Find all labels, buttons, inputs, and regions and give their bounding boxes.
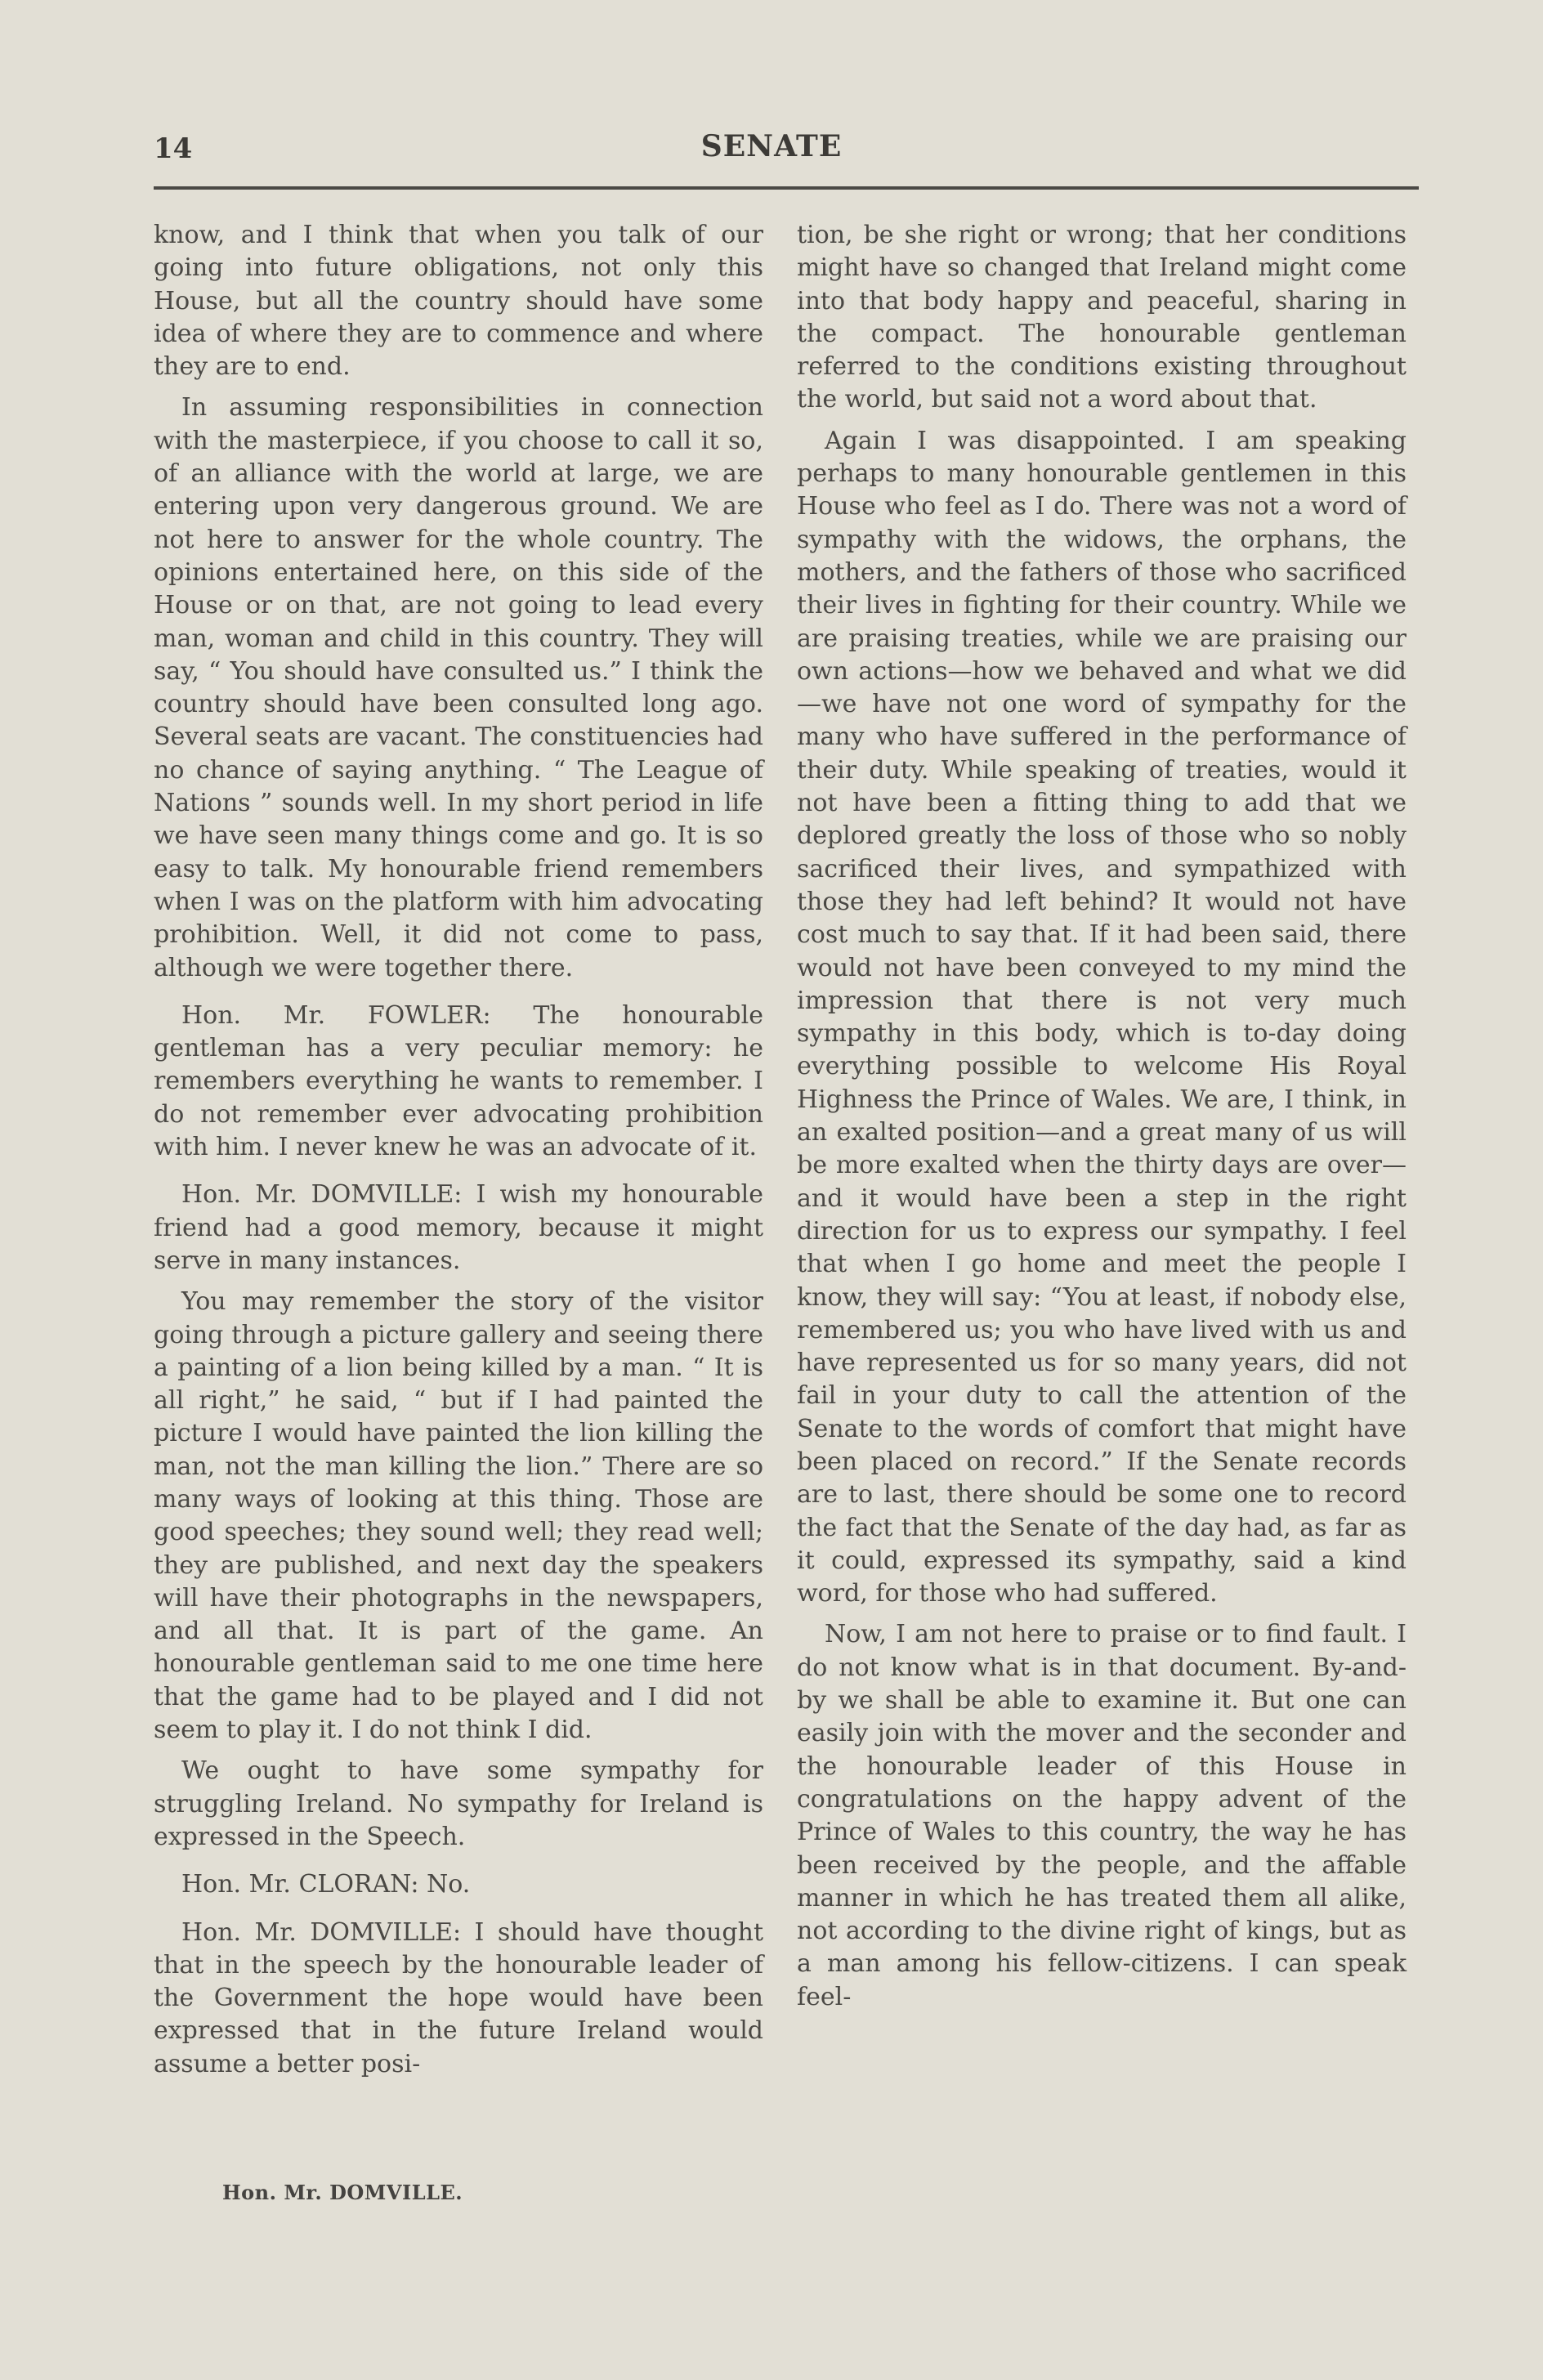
paragraph: tion, be she right or wrong; that her conditions might have so changed that Ireland might come into that body happy and peaceful, sharing in the compact. The honourable gentleman referred to the conditions existing throughout the world, but said not a word about that.	[797, 221, 1407, 414]
paragraph: Hon. Mr. FOWLER: The honourable gentleman has a very peculiar memory: he remembers everything he wants to remember. I do not remember ever advocating prohibition with him. I never knew he was an advocate of it.	[154, 1000, 763, 1162]
page-title: SENATE	[700, 129, 843, 163]
left-column	[154, 219, 763, 2089]
footer-speaker: Hon. Mr. DOMVILLE.	[222, 2181, 463, 2204]
paragraph: Hon. Mr. CLORAN: No.	[181, 1870, 471, 1899]
paragraph: We ought to have some sympathy for struggling Ireland. No sympathy for Ireland is expressed in the Speech.	[154, 1756, 763, 1851]
paragraph: Hon. Mr. DOMVILLE: I wish my honourable friend had a good memory, because it might serve in many instances.	[154, 1180, 763, 1275]
paragraph: In assuming responsibilities in connection with the masterpiece, if you choose to call it so, of an alliance with the world at large, we are entering upon very dangerous ground. We are not here to answer for the whole country. The opinions entertained here, on this side of the House or on that, are not going to lead every man, woman and child in this country. They will say, “ You should have consulted us.” I think the country should have been consulted long ago. Several seats are vacant. The constituencies had no chance of saying anything. “ The League of Nations ” sounds well. In my short period in life we have seen many things come and go. It is so easy to talk. My honourable friend remembers when I was on the platform with him advocating prohibition. Well, it did not come to pass, although we were together there.	[154, 393, 763, 982]
right-column	[797, 219, 1407, 2022]
paragraph: Hon. Mr. DOMVILLE: I should have thought that in the speech by the honourable leader of the Government the hope would have been expressed that in the future Ireland would assume a better posi-	[154, 1917, 763, 2078]
paragraph: You may remember the story of the visitor going through a picture gallery and seeing there a painting of a lion being killed by a man. “ It is all right,” he said, “ but if I had painted the picture I would have painted the lion killing the man, not the man killing the lion.” There are so many ways of looking at this thing. Those are good speeches; they sound well; they read well; they are published, and next day the speakers will have their photographs in the newspapers, and all that. It is part of the game. An honourable gentleman said to me one time here that the game had to be played and I did not seem to play it. I do not think I did.	[154, 1287, 763, 1745]
paragraph: Again I was disappointed. I am speaking perhaps to many honourable gentlemen in this House who feel as I do. There was not a word of sympathy with the widows, the orphans, the mothers, and the fathers of those who sacrificed their lives in fighting for their country. While we are praising treaties, while we are praising our own actions—how we behaved and what we did —we have not one word of sympathy for the many who have suffered in the performance of their duty. While speaking of treaties, would it not have been a fitting thing to add that we deplored greatly the loss of those who so nobly sacrificed their lives, and sympathized with those they had left behind? It would not have cost much to say that. If it had been said, there would not have been conveyed to my mind the impression that there is not very much sympathy in this body, which is to-day doing everything possible to welcome His Royal Highness the Prince of Wales. We are, I think, in an exalted position—and a great many of us will be more exalted when the thirty days are over—and it would have been a step in the right direction for us to express our sympathy. I feel that when I go home and meet the people I know, they will say: “You at least, if nobody else, remembered us; you who have lived with us and have represented us for so many years, did not fail in your duty to call the attention of the Senate to the words of comfort that might have been placed on record.” If the Senate records are to last, there should be some one to record the fact that the Senate of the day had, as far as it could, expressed its sympathy, said a kind word, for those who had suffered.	[797, 426, 1407, 1608]
page-number: 14	[154, 132, 193, 165]
header-rule	[154, 186, 1419, 190]
paragraph: Now, I am not here to praise or to find fault. I do not know what is in that document. By-and-by we shall be able to examine it. But one can easily join with the mover and the seconder and the honourable leader of this House in congratulations on the happy advent of the Prince of Wales to this country, the way he has been received by the people, and the affable manner in which he has treated them all alike, not according to the divine right of kings, but as a man among his fellow-citizens. I can speak feel-	[797, 1620, 1407, 2011]
paragraph: know, and I think that when you talk of our going into future obligations, not only this House, but all the country should have some idea of where they are to commence and where they are to end.	[154, 221, 763, 382]
